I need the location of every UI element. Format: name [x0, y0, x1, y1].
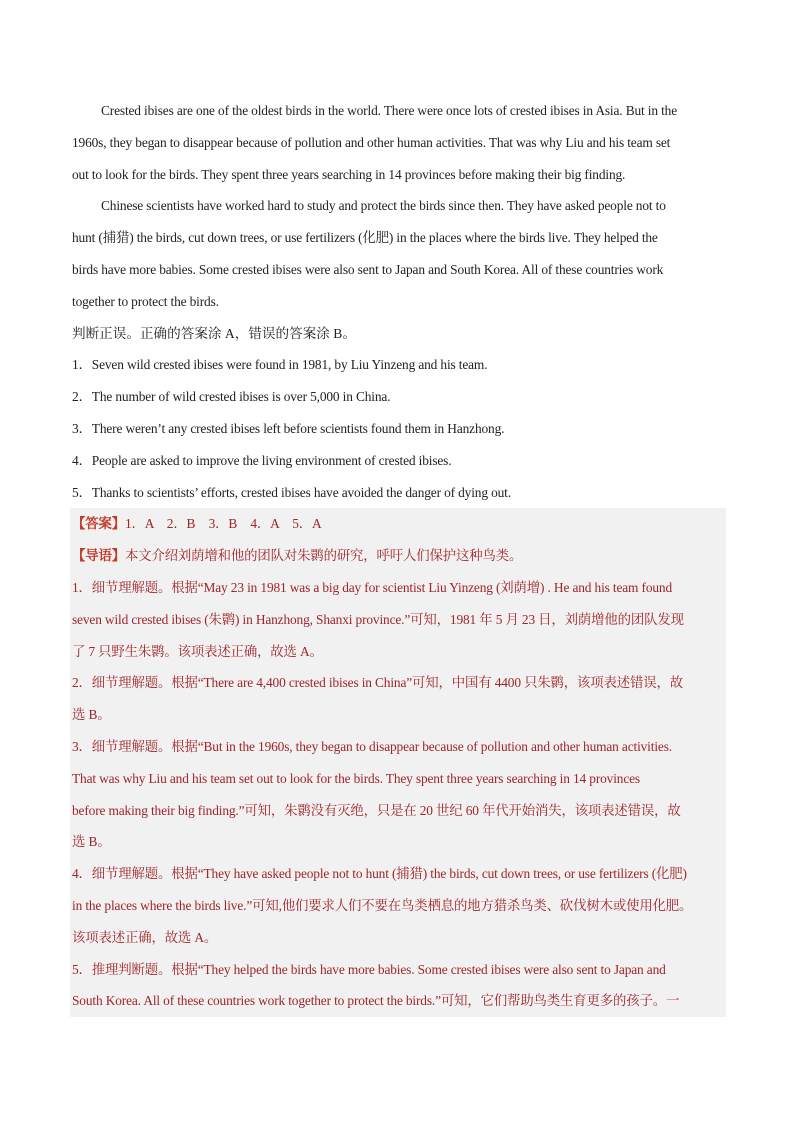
passage-line: Chinese scientists have worked hard to study and protect the birds since then. They have asked people not to	[101, 198, 666, 214]
explanation-line: 2．细节理解题。根据“There are 4,400 crested ibises in China”可知，中国有 4400 只朱鹮，该项表述错误，故	[72, 675, 683, 691]
explanation-line: 选 B。	[72, 834, 111, 850]
instruction-text: 判断正误。正确的答案涂 A，错误的答案涂 B。	[72, 325, 356, 341]
passage-line: birds have more babies. Some crested ibises were also sent to Japan and South Korea. All of these countries work	[72, 261, 664, 277]
passage-line: Crested ibises are one of the oldest birds in the world. There were once lots of crested ibises in Asia. But in the	[101, 103, 678, 118]
explanation-line: before making their big finding.”可知，朱鹮没有灭绝，只是在 20 世纪 60 年代开始消失，该项表述错误，故	[72, 802, 681, 818]
guide-line	[72, 540, 726, 572]
explanation-line: 4．细节理解题。根据“They have asked people not to hunt (捕猎) the birds, cut down trees, or use fertilizers (化肥)	[72, 866, 687, 882]
question-list	[72, 349, 724, 508]
question-item: 3．There weren’t any crested ibises left before scientists found them in Hanzhong.	[72, 420, 505, 436]
explanation-line: That was why Liu and his team set out to look for the birds. They spent three years searching in 14 provinces	[72, 770, 640, 786]
explanation-line: seven wild crested ibises (朱鹮) in Hanzhong, Shanxi province.”可知，1981 年 5 月 23 日，刘荫增他的团队发现	[72, 611, 684, 627]
answer-tag: 【答案】	[72, 516, 125, 532]
explanation-line: 1．细节理解题。根据“May 23 in 1981 was a big day for scientist Liu Yinzeng (刘荫增) . He and his team found	[72, 579, 673, 595]
answer-section	[70, 508, 726, 1017]
question-item: 2．The number of wild crested ibises is over 5,000 in China.	[72, 389, 391, 405]
question-item: 4．People are asked to improve the living environment of crested ibises.	[72, 452, 452, 468]
explanation-line: 3．细节理解题。根据“But in the 1960s, they began to disappear because of pollution and other human activities.	[72, 738, 672, 754]
question-item: 5．Thanks to scientists’ efforts, crested ibises have avoided the danger of dying out.	[72, 484, 511, 500]
passage-line: hunt (捕猎) the birds, cut down trees, or use fertilizers (化肥) in the places where the birds live. They helped the	[72, 230, 658, 246]
explanation-line: South Korea. All of these countries work together to protect the birds.”可知，它们帮助鸟类生育更多的孩子。一	[72, 993, 680, 1009]
passage-line: 1960s, they began to disappear because of pollution and other human activities. That was why Liu and his team set	[72, 134, 671, 150]
passage-paragraph-2	[72, 190, 724, 317]
explanation-line: 了 7 只野生朱鹮。该项表述正确，故选 A。	[72, 643, 323, 659]
explanation-line: 5．推理判断题。根据“They helped the birds have more babies. Some crested ibises were also sent to Japan and	[72, 961, 666, 977]
document-page	[72, 95, 724, 1017]
passage-line: out to look for the birds. They spent three years searching in 14 provinces before making their big finding.	[72, 166, 626, 182]
question-item: 1．Seven wild crested ibises were found in 1981, by Liu Yinzeng and his team.	[72, 357, 488, 373]
answer-line	[72, 508, 726, 540]
explanation-line: 选 B。	[72, 707, 111, 723]
passage-paragraph-1	[72, 95, 724, 190]
passage-line: together to protect the birds.	[72, 293, 219, 309]
guide-tag: 【导语】	[72, 548, 125, 564]
answer-text: 1．A 2．B 3．B 4．A 5．A	[124, 516, 322, 532]
guide-text: 本文介绍刘荫增和他的团队对朱鹮的研究，呼吁人们保护这种鸟类。	[124, 548, 523, 564]
explanation-line: in the places where the birds live.”可知,他们要求人们不要在鸟类栖息的地方猎杀鸟类、砍伐树木或使用化肥。	[72, 897, 693, 913]
explanation-line: 该项表述正确，故选 A。	[72, 929, 218, 945]
